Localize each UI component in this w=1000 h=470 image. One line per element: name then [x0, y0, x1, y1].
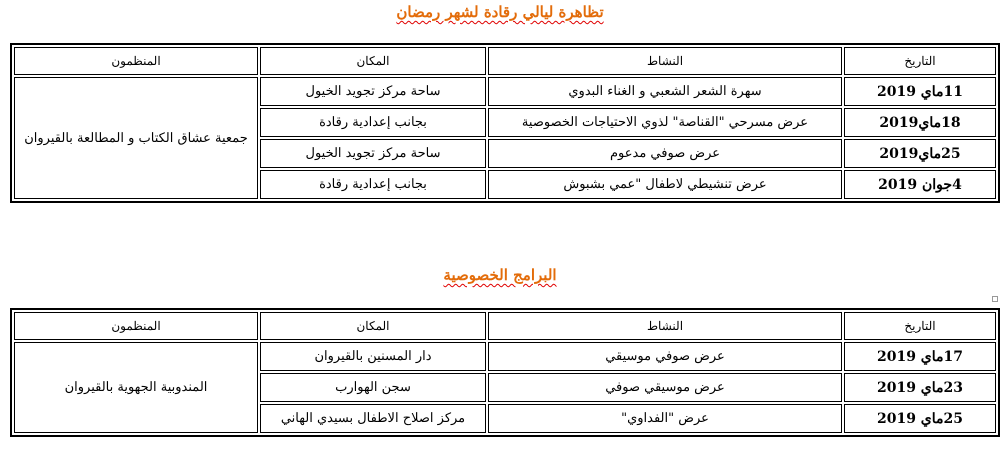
header-place: المكان [260, 47, 486, 75]
table-header-row [14, 47, 996, 75]
page-edge-marker [992, 296, 998, 302]
cell-date: 18ماي2019 [844, 108, 996, 137]
cell-place: بجانب إعدادية رقادة [260, 108, 486, 137]
cell-date: 11ماي 2019 [844, 77, 996, 106]
cell-place: مركز اصلاح الاطفال بسيدي الهاني [260, 404, 486, 433]
cell-date: 25ماي2019 [844, 139, 996, 168]
section-title-special-programs: البرامج الخصوصية [443, 266, 557, 284]
cell-organizer: المندوبية الجهوية بالقيروان [14, 342, 258, 433]
cell-place: دار المسنين بالقيروان [260, 342, 486, 371]
cell-activity: سهرة الشعر الشعبي و الغناء البدوي [488, 77, 842, 106]
cell-activity: عرض صوفي موسيقي [488, 342, 842, 371]
ramadan-program-table [10, 43, 1000, 203]
header-date: التاريخ [844, 312, 996, 340]
header-activity: النشاط [488, 312, 842, 340]
cell-activity: عرض تنشيطي لاطفال "عمي بشبوش [488, 170, 842, 199]
cell-place: ساحة مركز تجويد الخيول [260, 77, 486, 106]
cell-activity: عرض "الفداوي" [488, 404, 842, 433]
header-place: المكان [260, 312, 486, 340]
table-row [14, 342, 996, 371]
cell-organizer: جمعية عشاق الكتاب و المطالعة بالقيروان [14, 77, 258, 199]
cell-place: سجن الهوارب [260, 373, 486, 402]
cell-date: 17ماي 2019 [844, 342, 996, 371]
table-row [14, 77, 996, 106]
cell-place: ساحة مركز تجويد الخيول [260, 139, 486, 168]
header-date: التاريخ [844, 47, 996, 75]
cell-activity: عرض مسرحي "القناصة" لذوي الاحتياجات الخصوصية [488, 108, 842, 137]
cell-activity: عرض موسيقي صوفي [488, 373, 842, 402]
cell-place: بجانب إعدادية رقادة [260, 170, 486, 199]
cell-date: 4جوان 2019 [844, 170, 996, 199]
header-activity: النشاط [488, 47, 842, 75]
cell-activity: عرض صوفي مدعوم [488, 139, 842, 168]
special-programs-table [10, 308, 1000, 437]
cell-date: 25ماي 2019 [844, 404, 996, 433]
cell-date: 23ماي 2019 [844, 373, 996, 402]
section-title-ramadan-nights: تظاهرة ليالي رقادة لشهر رمضان [396, 3, 604, 21]
table-header-row [14, 312, 996, 340]
header-organizer: المنظمون [14, 47, 258, 75]
header-organizer: المنظمون [14, 312, 258, 340]
